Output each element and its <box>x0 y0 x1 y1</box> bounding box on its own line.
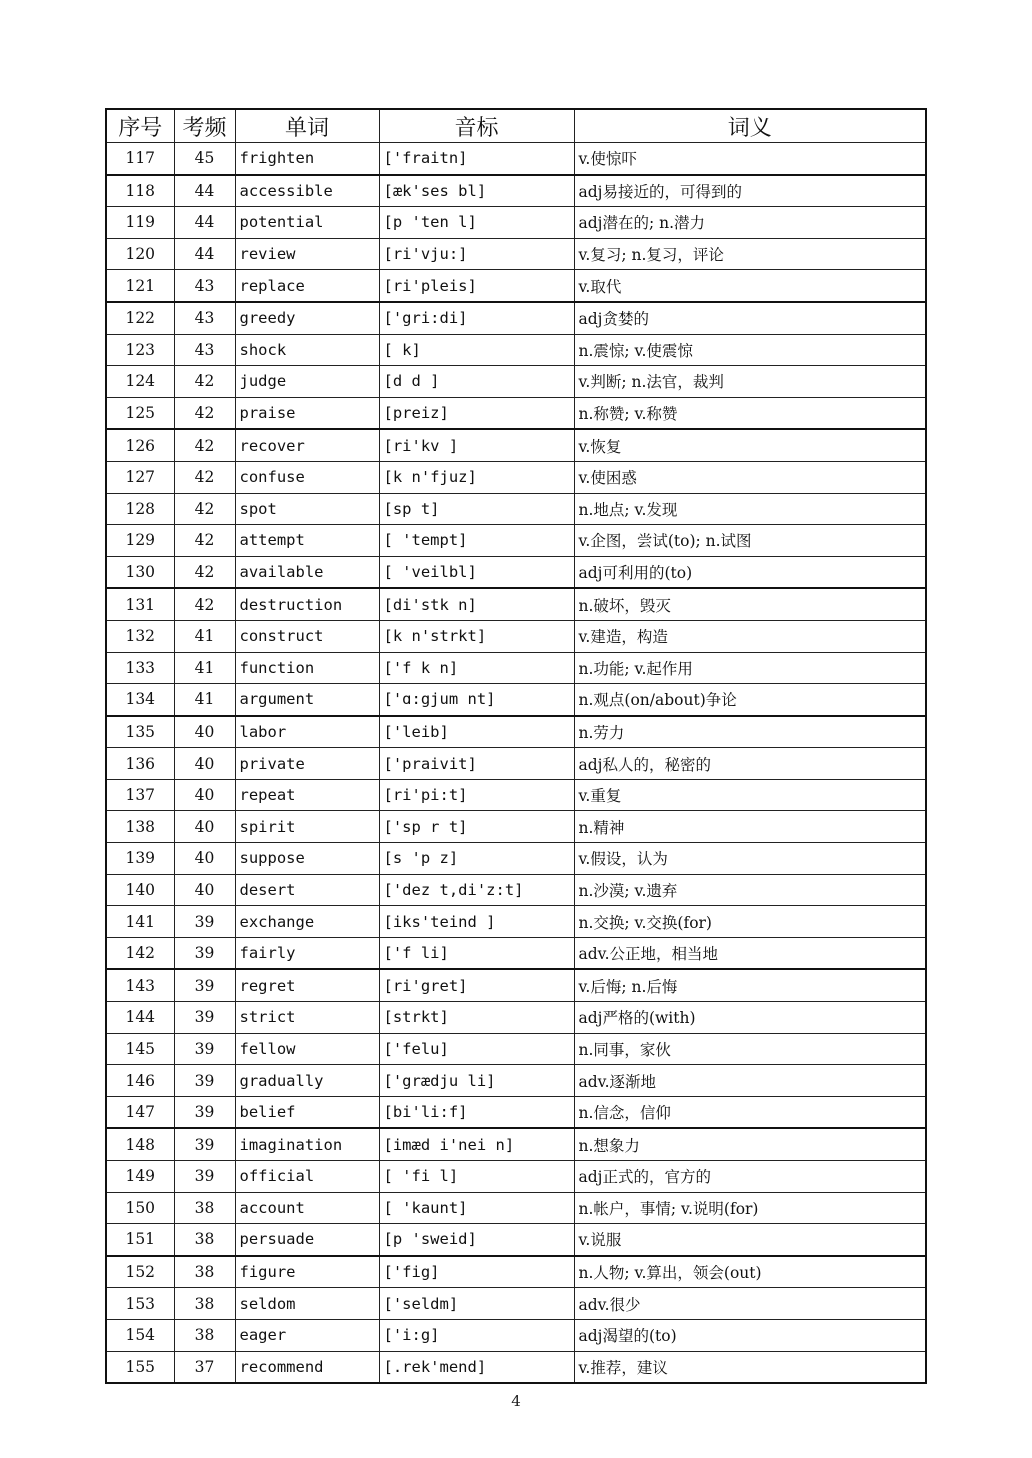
row-meaning: adv.很少 <box>574 1288 926 1320</box>
row-word: figure <box>235 1256 379 1288</box>
row-frequency: 45 <box>174 143 235 175</box>
row-number: 155 <box>106 1351 174 1383</box>
row-word: construct <box>235 620 379 652</box>
table-row <box>106 302 926 334</box>
table-header-row <box>106 109 926 143</box>
row-phonetic: ['i:g] <box>379 1319 574 1351</box>
row-meaning: v.推荐，建议 <box>574 1351 926 1383</box>
row-meaning: n.人物; v.算出，领会(out) <box>574 1256 926 1288</box>
row-meaning: v.复习; n.复习，评论 <box>574 238 926 270</box>
row-frequency: 38 <box>174 1319 235 1351</box>
row-number: 150 <box>106 1192 174 1224</box>
row-phonetic: ['grædju li] <box>379 1065 574 1097</box>
row-word: recover <box>235 429 379 461</box>
table-row <box>106 969 926 1001</box>
row-word: attempt <box>235 525 379 557</box>
row-frequency: 42 <box>174 366 235 398</box>
row-number: 140 <box>106 874 174 906</box>
row-meaning: v.企图，尝试(to); n.试图 <box>574 525 926 557</box>
row-meaning: adj易接近的，可得到的 <box>574 175 926 207</box>
row-meaning: n.称赞; v.称赞 <box>574 397 926 429</box>
table-row <box>106 811 926 843</box>
row-meaning: v.取代 <box>574 270 926 302</box>
row-word: potential <box>235 207 379 239</box>
row-number: 146 <box>106 1065 174 1097</box>
row-phonetic: [imæd i'nei n] <box>379 1128 574 1160</box>
header-word: 单词 <box>235 109 379 143</box>
row-phonetic: ['praivit] <box>379 748 574 780</box>
row-word: confuse <box>235 461 379 493</box>
row-phonetic: ['felu] <box>379 1033 574 1065</box>
row-word: desert <box>235 874 379 906</box>
row-frequency: 43 <box>174 270 235 302</box>
row-number: 118 <box>106 175 174 207</box>
header-num: 序号 <box>106 109 174 143</box>
table-row <box>106 620 926 652</box>
row-meaning: v.建造，构造 <box>574 620 926 652</box>
row-number: 128 <box>106 493 174 525</box>
row-meaning: n.信念，信仰 <box>574 1096 926 1128</box>
row-meaning: adj正式的，官方的 <box>574 1161 926 1193</box>
table-row <box>106 906 926 938</box>
row-phonetic: [æk'ses bl] <box>379 175 574 207</box>
table-row <box>106 556 926 588</box>
row-meaning: adv.逐渐地 <box>574 1065 926 1097</box>
row-frequency: 39 <box>174 969 235 1001</box>
row-phonetic: [ri'pi:t] <box>379 779 574 811</box>
row-frequency: 42 <box>174 397 235 429</box>
row-meaning: n.地点; v.发现 <box>574 493 926 525</box>
row-phonetic: [bi'li:f] <box>379 1096 574 1128</box>
table-row <box>106 1128 926 1160</box>
table-row <box>106 175 926 207</box>
row-word: frighten <box>235 143 379 175</box>
table-row <box>106 461 926 493</box>
row-number: 123 <box>106 334 174 366</box>
table-row <box>106 207 926 239</box>
row-number: 129 <box>106 525 174 557</box>
row-meaning: v.说服 <box>574 1224 926 1256</box>
table-row <box>106 652 926 684</box>
header-freq: 考频 <box>174 109 235 143</box>
table-row <box>106 1002 926 1034</box>
row-word: labor <box>235 716 379 748</box>
row-number: 139 <box>106 843 174 875</box>
row-meaning: n.同事，家伙 <box>574 1033 926 1065</box>
row-phonetic: ['fig] <box>379 1256 574 1288</box>
row-phonetic: [iks'teind ] <box>379 906 574 938</box>
row-frequency: 39 <box>174 1002 235 1034</box>
row-word: greedy <box>235 302 379 334</box>
row-phonetic: [.rek'mend] <box>379 1351 574 1383</box>
row-meaning: n.破坏，毁灭 <box>574 588 926 620</box>
row-word: seldom <box>235 1288 379 1320</box>
row-phonetic: ['gri:di] <box>379 302 574 334</box>
row-number: 137 <box>106 779 174 811</box>
header-phonetic: 音标 <box>379 109 574 143</box>
page-number: 4 <box>511 1392 521 1410</box>
row-number: 134 <box>106 684 174 716</box>
row-frequency: 44 <box>174 207 235 239</box>
table-row <box>106 1224 926 1256</box>
row-number: 127 <box>106 461 174 493</box>
row-number: 136 <box>106 748 174 780</box>
row-frequency: 38 <box>174 1224 235 1256</box>
row-phonetic: [p 'sweid] <box>379 1224 574 1256</box>
table-row <box>106 1065 926 1097</box>
header-meaning: 词义 <box>574 109 926 143</box>
row-meaning: n.观点(on/about)争论 <box>574 684 926 716</box>
table-row <box>106 843 926 875</box>
row-frequency: 43 <box>174 302 235 334</box>
row-number: 132 <box>106 620 174 652</box>
row-frequency: 40 <box>174 779 235 811</box>
row-frequency: 43 <box>174 334 235 366</box>
row-meaning: n.沙漠; v.遗弃 <box>574 874 926 906</box>
row-meaning: v.重复 <box>574 779 926 811</box>
row-number: 119 <box>106 207 174 239</box>
row-phonetic: [di'stk n] <box>379 588 574 620</box>
row-phonetic: ['fraitn] <box>379 143 574 175</box>
row-phonetic: [ 'fi l] <box>379 1161 574 1193</box>
table-row <box>106 684 926 716</box>
row-frequency: 39 <box>174 1161 235 1193</box>
row-meaning: v.恢复 <box>574 429 926 461</box>
table-row <box>106 1096 926 1128</box>
row-word: imagination <box>235 1128 379 1160</box>
row-number: 153 <box>106 1288 174 1320</box>
row-meaning: n.想象力 <box>574 1128 926 1160</box>
row-number: 154 <box>106 1319 174 1351</box>
row-word: spirit <box>235 811 379 843</box>
row-frequency: 39 <box>174 1065 235 1097</box>
row-word: official <box>235 1161 379 1193</box>
table-row <box>106 1192 926 1224</box>
row-frequency: 40 <box>174 843 235 875</box>
table-row <box>106 716 926 748</box>
row-frequency: 39 <box>174 1033 235 1065</box>
row-number: 148 <box>106 1128 174 1160</box>
table-row <box>106 334 926 366</box>
row-word: judge <box>235 366 379 398</box>
row-phonetic: [s 'p z] <box>379 843 574 875</box>
row-meaning: adj私人的，秘密的 <box>574 748 926 780</box>
row-meaning: adj可利用的(to) <box>574 556 926 588</box>
row-word: accessible <box>235 175 379 207</box>
row-phonetic: [k n'fjuz] <box>379 461 574 493</box>
row-word: private <box>235 748 379 780</box>
row-meaning: v.判断; n.法官，裁判 <box>574 366 926 398</box>
row-frequency: 41 <box>174 652 235 684</box>
row-phonetic: [k n'strkt] <box>379 620 574 652</box>
table-row <box>106 429 926 461</box>
table-row <box>106 366 926 398</box>
row-word: spot <box>235 493 379 525</box>
table-row <box>106 493 926 525</box>
row-phonetic: [d d ] <box>379 366 574 398</box>
row-meaning: n.交换; v.交换(for) <box>574 906 926 938</box>
row-frequency: 42 <box>174 461 235 493</box>
row-word: shock <box>235 334 379 366</box>
table-row <box>106 238 926 270</box>
row-frequency: 40 <box>174 874 235 906</box>
row-meaning: n.帐户，事情; v.说明(for) <box>574 1192 926 1224</box>
row-meaning: n.震惊; v.使震惊 <box>574 334 926 366</box>
table-row <box>106 1319 926 1351</box>
row-word: fellow <box>235 1033 379 1065</box>
row-phonetic: [ 'tempt] <box>379 525 574 557</box>
table-row <box>106 143 926 175</box>
row-number: 122 <box>106 302 174 334</box>
row-phonetic: [ri'gret] <box>379 969 574 1001</box>
row-phonetic: ['f li] <box>379 937 574 969</box>
row-phonetic: ['sp r t] <box>379 811 574 843</box>
row-word: available <box>235 556 379 588</box>
row-phonetic: [ k] <box>379 334 574 366</box>
table-row <box>106 1256 926 1288</box>
row-word: exchange <box>235 906 379 938</box>
table-row <box>106 588 926 620</box>
row-frequency: 40 <box>174 748 235 780</box>
row-phonetic: [p 'ten l] <box>379 207 574 239</box>
row-meaning: n.劳力 <box>574 716 926 748</box>
row-phonetic: [ri'kv ] <box>379 429 574 461</box>
table-row <box>106 748 926 780</box>
row-word: function <box>235 652 379 684</box>
row-word: strict <box>235 1002 379 1034</box>
row-number: 135 <box>106 716 174 748</box>
row-number: 117 <box>106 143 174 175</box>
row-meaning: adj严格的(with) <box>574 1002 926 1034</box>
row-phonetic: [strkt] <box>379 1002 574 1034</box>
row-meaning: adj贪婪的 <box>574 302 926 334</box>
row-meaning: v.后悔; n.后悔 <box>574 969 926 1001</box>
row-meaning: v.假设，认为 <box>574 843 926 875</box>
row-number: 149 <box>106 1161 174 1193</box>
row-word: account <box>235 1192 379 1224</box>
row-number: 141 <box>106 906 174 938</box>
row-phonetic: [ri'pleis] <box>379 270 574 302</box>
row-word: repeat <box>235 779 379 811</box>
row-word: praise <box>235 397 379 429</box>
row-number: 143 <box>106 969 174 1001</box>
row-word: fairly <box>235 937 379 969</box>
row-phonetic: ['leib] <box>379 716 574 748</box>
vocabulary-table <box>105 108 927 1384</box>
row-frequency: 42 <box>174 429 235 461</box>
row-word: persuade <box>235 1224 379 1256</box>
row-phonetic: ['seldm] <box>379 1288 574 1320</box>
row-word: review <box>235 238 379 270</box>
row-word: argument <box>235 684 379 716</box>
table-row <box>106 1351 926 1383</box>
row-frequency: 38 <box>174 1192 235 1224</box>
row-number: 120 <box>106 238 174 270</box>
row-phonetic: [sp t] <box>379 493 574 525</box>
table-row <box>106 525 926 557</box>
row-phonetic: [ 'kaunt] <box>379 1192 574 1224</box>
row-number: 133 <box>106 652 174 684</box>
row-phonetic: ['dez t,di'z:t] <box>379 874 574 906</box>
row-frequency: 42 <box>174 525 235 557</box>
row-frequency: 41 <box>174 620 235 652</box>
table-row <box>106 937 926 969</box>
row-frequency: 39 <box>174 937 235 969</box>
row-frequency: 37 <box>174 1351 235 1383</box>
row-frequency: 42 <box>174 493 235 525</box>
row-frequency: 38 <box>174 1288 235 1320</box>
row-meaning: adv.公正地，相当地 <box>574 937 926 969</box>
table-row <box>106 1161 926 1193</box>
row-phonetic: [ 'veilbl] <box>379 556 574 588</box>
row-meaning: v.使困惑 <box>574 461 926 493</box>
row-word: belief <box>235 1096 379 1128</box>
table-row <box>106 1288 926 1320</box>
row-meaning: adj潜在的; n.潜力 <box>574 207 926 239</box>
row-meaning: n.功能; v.起作用 <box>574 652 926 684</box>
row-number: 152 <box>106 1256 174 1288</box>
row-number: 130 <box>106 556 174 588</box>
row-frequency: 38 <box>174 1256 235 1288</box>
row-word: eager <box>235 1319 379 1351</box>
row-number: 147 <box>106 1096 174 1128</box>
table-row <box>106 779 926 811</box>
row-number: 144 <box>106 1002 174 1034</box>
row-number: 121 <box>106 270 174 302</box>
row-word: recommend <box>235 1351 379 1383</box>
row-number: 151 <box>106 1224 174 1256</box>
row-frequency: 44 <box>174 238 235 270</box>
row-number: 131 <box>106 588 174 620</box>
row-number: 138 <box>106 811 174 843</box>
row-frequency: 39 <box>174 1128 235 1160</box>
row-number: 126 <box>106 429 174 461</box>
row-meaning: n.精神 <box>574 811 926 843</box>
table-row <box>106 1033 926 1065</box>
table-row <box>106 397 926 429</box>
row-meaning: adj渴望的(to) <box>574 1319 926 1351</box>
row-number: 124 <box>106 366 174 398</box>
row-frequency: 42 <box>174 556 235 588</box>
row-number: 142 <box>106 937 174 969</box>
row-frequency: 39 <box>174 906 235 938</box>
row-frequency: 39 <box>174 1096 235 1128</box>
table-row <box>106 874 926 906</box>
row-word: destruction <box>235 588 379 620</box>
row-number: 125 <box>106 397 174 429</box>
table-row <box>106 270 926 302</box>
row-number: 145 <box>106 1033 174 1065</box>
row-frequency: 40 <box>174 716 235 748</box>
row-frequency: 40 <box>174 811 235 843</box>
row-phonetic: ['f k n] <box>379 652 574 684</box>
row-frequency: 41 <box>174 684 235 716</box>
row-word: suppose <box>235 843 379 875</box>
row-frequency: 42 <box>174 588 235 620</box>
row-frequency: 44 <box>174 175 235 207</box>
row-phonetic: [ri'vju:] <box>379 238 574 270</box>
row-phonetic: ['ɑ:gjum nt] <box>379 684 574 716</box>
row-phonetic: [preiz] <box>379 397 574 429</box>
row-meaning: v.使惊吓 <box>574 143 926 175</box>
row-word: regret <box>235 969 379 1001</box>
row-word: replace <box>235 270 379 302</box>
row-word: gradually <box>235 1065 379 1097</box>
